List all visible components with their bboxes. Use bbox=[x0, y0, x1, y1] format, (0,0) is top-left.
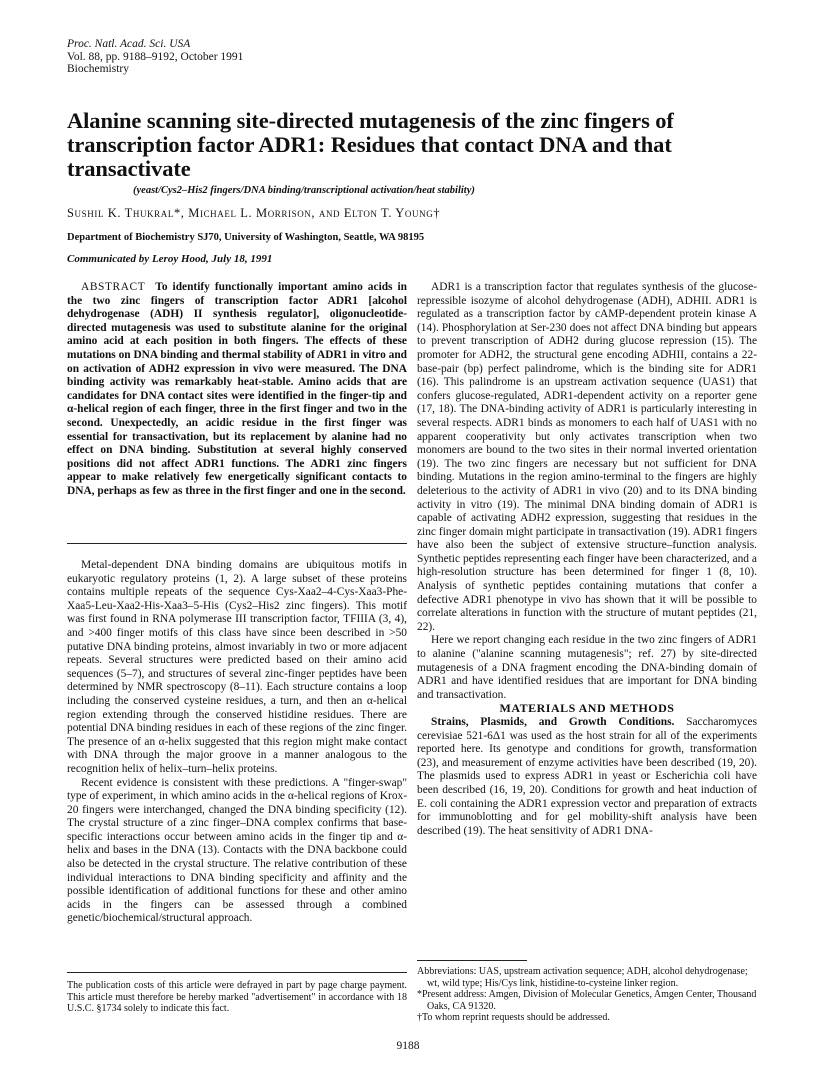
authors: Sushil K. Thukral*, Michael L. Morrison, and Elton T. Young† bbox=[67, 206, 441, 220]
methods-text: Saccharomyces cerevisiae 521-6Δ1 was used as the host strain for all of the experiments reported here. Its genotype and conditions for growth, transformation (23), and measurement of enzyme activities have been described (19, 20). The plasmids used to express ADR1 in yeast or Escherichia coli have been described (16, 19, 20). Conditions for growth and heat induction of E. coli containing the ADR1 expression vector and preparation of extracts for immunoblotting and for gel mobility-shift analysis have been described (19). The heat sensitivity of ADR1 DNA- bbox=[417, 716, 757, 837]
methods-subheading: Strains, Plasmids, and Growth Conditions. bbox=[431, 716, 675, 728]
body-paragraph: ADR1 is a transcription factor that regulates synthesis of the glucose-repressible isozyme of alcohol dehydrogenase (ADH), ADHII. ADR1 is regulated as a transcription factor by cAMP-dependent protein kinase A (14). Phosphorylation at Ser-230 does not affect DNA binding but appears to prevent transcription of ADH2 during glucose repression (15). The promoter for ADH2, the structural gene encoding ADHII, contains a 22-base-pair (bp) perfect palindrome, which is the binding site for ADR1 (16). This palindrome is an upstream activation sequence (UAS1) that confers glucose-regulated, ADR1-dependent activity on a reporter gene (17, 18). The DNA-binding activity of ADR1 is particularly interesting in several respects. ADR1 binds as monomers to each half of UAS1 with no apparent cooperativity but only activates transcription when two monomers are bound to the two sites in their normal inverted orientation (19). The two zinc fingers are necessary but not sufficient for DNA binding. Mutations in the region amino-terminal to the fingers are highly deleterious to the activity of ADR1 in vivo (20) and to its DNA binding activity in vitro (19). The minimal DNA binding domain of ADR1 is capable of activating ADH2 expression, suggesting that residues in the zinc finger domain might participate in transactivation (19). ADR1 fingers have also been the subject of extensive structure–function analysis. Synthetic peptides representing each finger have been characterized, and a high-resolution structure has been determined for finger 1 (8, 10). Analysis of synthetic peptides containing mutations that confer a defective ADR1 phenotype in vivo has shown that it will be possible to correlate alterations in function with the structure of mutant peptides (21, 22). bbox=[417, 281, 757, 633]
publication-note-divider bbox=[67, 972, 407, 973]
page-number: 9188 bbox=[396, 1040, 420, 1052]
keywords: (yeast/Cys2–His2 fingers/DNA binding/transcriptional activation/heat stability) bbox=[133, 185, 475, 196]
journal-name: Proc. Natl. Acad. Sci. USA bbox=[67, 38, 191, 50]
footnote-divider bbox=[417, 960, 527, 961]
methods-heading: MATERIALS AND METHODS bbox=[499, 701, 675, 716]
article-title: Alanine scanning site-directed mutagenesis of the zinc fingers of transcription factor ADR1: Residues that contact DNA and that transactivate bbox=[67, 108, 674, 181]
footnotes bbox=[417, 966, 757, 1024]
right-column bbox=[417, 281, 757, 838]
intro-paragraph: Recent evidence is consistent with these predictions. A "finger-swap" type of experiment, in which amino acids in the α-helical regions of Krox-20 fingers were interchanged, changed the DNA binding specificity (12). The crystal structure of a zinc finger–DNA complex confirms that base-specific interactions occur between amino acids in the finger tip and α-helix and bases in the DNA (13). Contacts with the DNA backbone could also be detected in the crystal structure. The relative contribution of these individual interactions to DNA binding specificity and affinity and the possible identification of additional functions for these and other amino acids in the fingers can be assessed through a combined genetic/biochemical/structural approach. bbox=[67, 776, 407, 925]
volume-line: Vol. 88, pp. 9188–9192, October 1991 bbox=[67, 50, 244, 63]
journal-header bbox=[67, 38, 243, 76]
communicated-by: Communicated by Leroy Hood, July 18, 1991 bbox=[67, 253, 273, 265]
footnote-abbreviations: Abbreviations: UAS, upstream activation sequence; ADH, alcohol dehydrogenase; wt, wild type; His/Cys link, histidine-to-cysteine linker region. bbox=[417, 966, 748, 989]
body-paragraph: Here we report changing each residue in the two zinc fingers of ADR1 to alanine ("alanine scanning mutagenesis"; ref. 27) by site-directed mutagenesis of a DNA fragment encoding the DNA-binding domain of ADR1 and have identified residues that are important for DNA binding and transactivation. bbox=[417, 634, 757, 701]
abstract-label: ABSTRACT bbox=[81, 281, 146, 293]
footnote-reprints: †To whom reprint requests should be addressed. bbox=[417, 1012, 610, 1023]
journal-section: Biochemistry bbox=[67, 63, 129, 75]
affiliation: Department of Biochemistry SJ70, University of Washington, Seattle, WA 98195 bbox=[67, 232, 425, 243]
intro-paragraph: Metal-dependent DNA binding domains are ubiquitous motifs in eukaryotic regulatory proteins (1, 2). A large subset of these proteins contains multiple repeats of the sequence Cys-Xaa2–4-Cys-Xaa3-Phe-Xaa5-Leu-Xaa2-His-Xaa3–5-His (Cys2–His2 zinc fingers). This motif was first found in RNA polymerase III transcription factor, TFIIIA (3, 4), and >400 finger motifs of this class have since been described in >50 putative DNA binding proteins, almost invariably in two or more adjacent repeats. Several structures were predicted based on their amino acid sequences (5–7), and structures of several zinc-finger peptides have been determined by NMR spectroscopy (8–11). Each structure contains a loop including the conserved cysteine residues, a turn, and then an α-helical region extending through the conserved histidine residues. There are potential DNA binding residues in each of these regions of the zinc finger. The presence of an α-helix suggested that this region might make contact with DNA through the major groove in a manner analogous to the recognition helix of helix–turn–helix proteins. bbox=[67, 559, 407, 775]
abstract-divider bbox=[67, 543, 407, 544]
footnote-present-address: *Present address: Amgen, Division of Molecular Genetics, Amgen Center, Thousand Oaks, CA 91320. bbox=[417, 989, 757, 1012]
introduction bbox=[67, 559, 407, 926]
abstract bbox=[67, 281, 407, 499]
methods-paragraph bbox=[417, 716, 757, 838]
abstract-text: To identify functionally important amino acids in the two zinc fingers of transcription factor ADR1 [alcohol dehydrogenase (ADH) II synthesis regulator], oligonucleotide-directed mutagenesis was used to substitute alanine for the original amino acid at each position in both fingers. The effects of these mutations on DNA binding and thermal stability of ADR1 in vitro and on activation of ADH2 expression in vivo were measured. The DNA binding activity was remarkably heat-stable. Amino acids that are candidates for DNA contact sites were identified in the finger-tip and α-helical region of each finger, three in the first finger and two in the second. Unexpectedly, an acidic residue in the first finger was essential for transactivation, but its replacement by alanine had no effect on DNA binding. Substitution at several highly conserved positions did not affect ADR1 functions. The ADR1 zinc fingers appear to make relatively few energetically significant contacts to DNA, perhaps as few as three in the first finger and one in the second. bbox=[67, 281, 407, 497]
publication-note: The publication costs of this article were defrayed in part by page charge payment. This article must therefore be hereby marked "advertisement" in accordance with 18 U.S.C. §1734 solely to indicate this fact. bbox=[67, 980, 407, 1014]
